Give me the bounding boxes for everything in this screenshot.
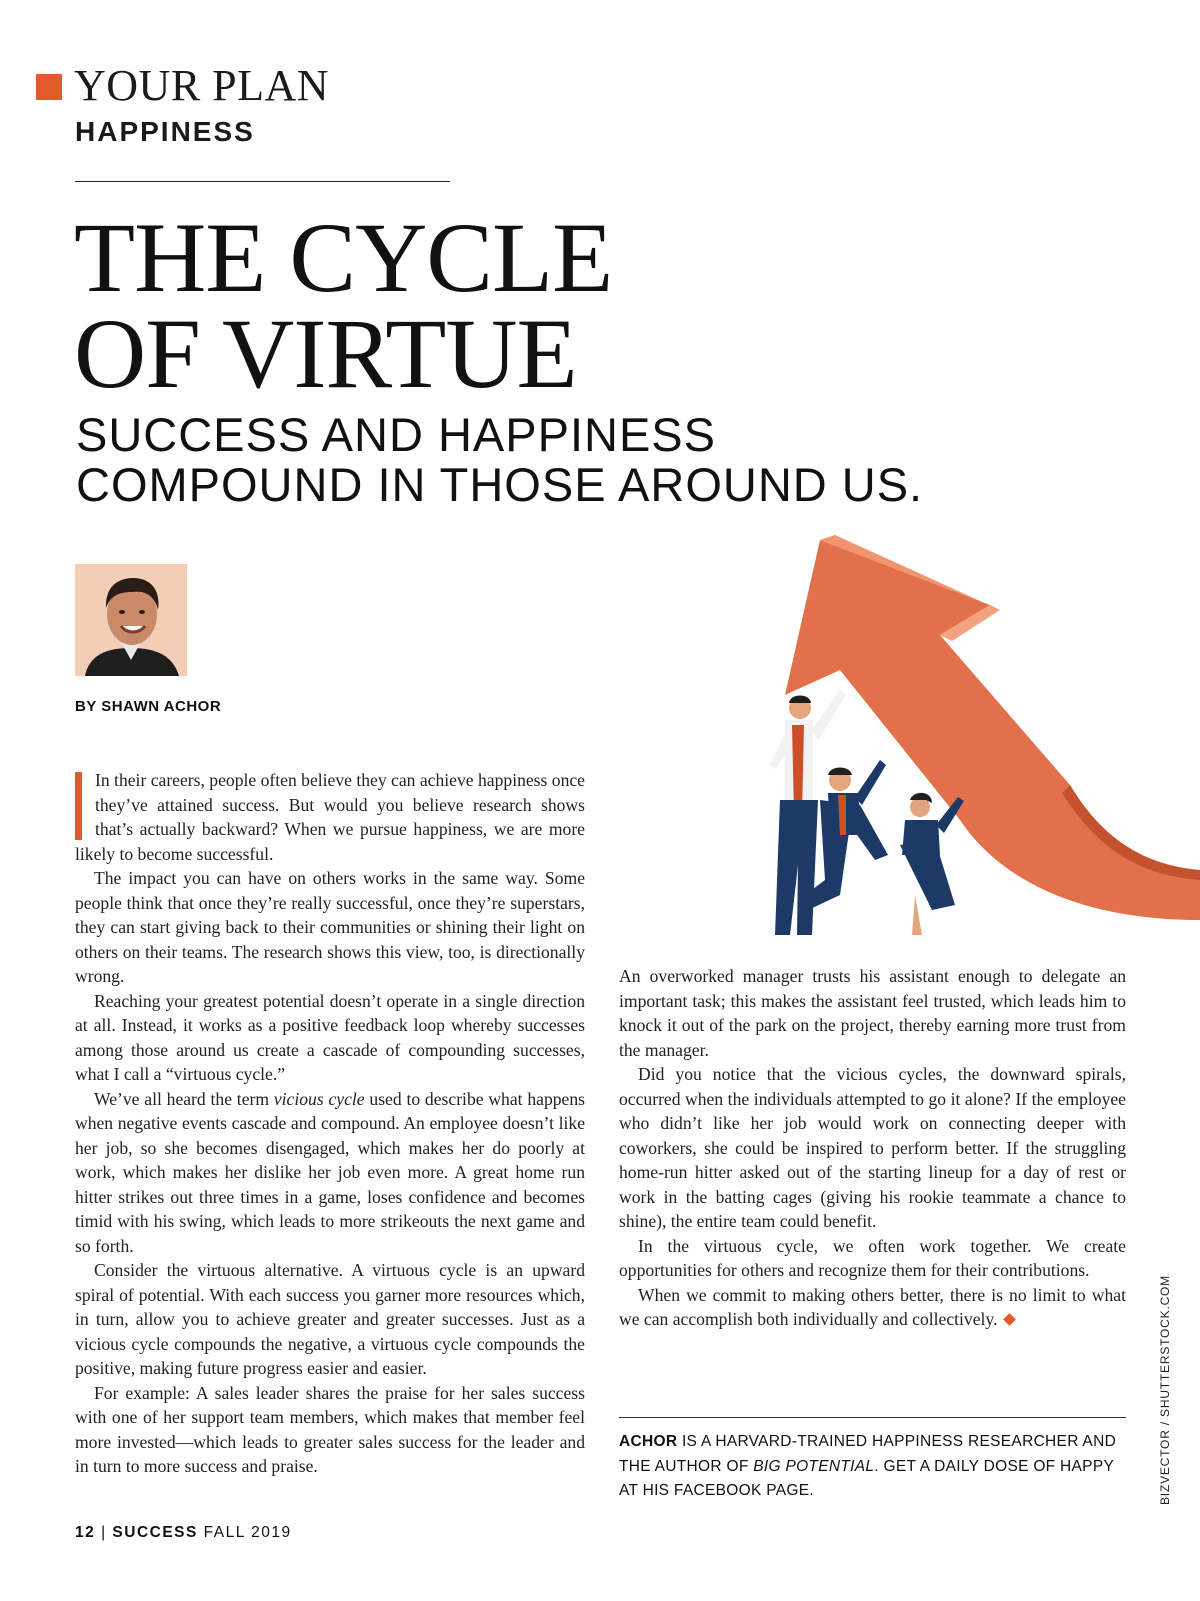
body-paragraph: In the virtuous cycle, we often work together. We create opportunities for others and recognize them for their contributions. xyxy=(619,1235,1126,1280)
body-column-right xyxy=(619,964,1126,1332)
dek-line-1: SUCCESS AND HAPPINESS xyxy=(76,408,717,461)
page-folio xyxy=(75,1524,292,1542)
arrow-team-illustration-icon xyxy=(700,535,1200,955)
headline-line-1: THE CYCLE xyxy=(74,202,613,313)
section-title: YOUR PLAN xyxy=(74,61,330,110)
photo-credit: BIZVECTOR / SHUTTERSTOCK.COM xyxy=(1158,1275,1172,1505)
illustration-rising-arrow xyxy=(700,535,1200,955)
drop-cap-marker xyxy=(75,772,82,840)
body-paragraph: An overworked manager trusts his assistant enough to delegate an important task; this makes the assistant feel trusted, which leads him to knock it out of the park on the project, thereby earning more trust from the manager. xyxy=(619,966,1126,1060)
dek xyxy=(76,410,923,510)
body-paragraph: Did you notice that the vicious cycles, the downward spirals, occurred when the individuals attempted to go it alone? If the employee who didn’t like her job would work on connecting deeper with coworkers, she could be inspired to perform better. If the struggling home-run hitter asked out of the starting lineup for a day of rest or work in the batting cages (giving his rookie teammate a chance to shine), the entire team could benefit. xyxy=(619,1064,1126,1231)
body-paragraph: The impact you can have on others works in the same way. Some people think that once they’re really successful, once they’re superstars, they can start giving back to their communities or shining their light on others on their teams. The research shows this view, too, is directionally wrong. xyxy=(75,868,585,986)
magazine-name: SUCCESS xyxy=(112,1524,198,1541)
byline: BY SHAWN ACHOR xyxy=(75,698,222,715)
author-photo xyxy=(75,564,187,676)
section-subtitle: HAPPINESS xyxy=(75,116,255,147)
body-paragraph: Consider the virtuous alternative. A virtuous cycle is an upward spiral of potential. With each success you garner more resources which, in turn, allow you to achieve greater and greater successes. Just as a vicious cycle compounds the negative, a virtuous cycle compounds the positive, making future progress easier and easier. xyxy=(75,1260,585,1378)
author-bio: ACHOR IS A HARVARD-TRAINED HAPPINESS RESEARCHER AND THE AUTHOR OF BIG POTENTIAL. GET A DAILY DOSE OF HAPPY AT HIS FACEBOOK PAGE. xyxy=(619,1433,1117,1499)
page-number: 12 xyxy=(75,1524,96,1541)
bio-divider xyxy=(619,1417,1126,1418)
body-column-left xyxy=(75,768,585,1479)
body-paragraph: For example: A sales leader shares the praise for her sales success with one of her support team members, which makes that member feel more invested—which leads to greater sales success for the leader and in turn to more success and praise. xyxy=(75,1382,585,1476)
header-divider xyxy=(75,181,450,182)
end-mark-diamond-icon xyxy=(1004,1313,1017,1326)
issue-date: FALL 2019 xyxy=(203,1524,292,1541)
section-marker xyxy=(36,74,62,100)
dek-line-2: COMPOUND IN THOSE AROUND US. xyxy=(76,458,924,511)
body-paragraph: In their careers, people often believe they can achieve happiness once they’ve attained success. But would you believe research shows that’s actually backward? When we pursue happiness, we are more likely to become successful. xyxy=(75,770,585,864)
headline xyxy=(74,202,613,409)
body-paragraph: When we commit to making others better, there is no limit to what we can accomplish both individually and collectively. xyxy=(619,1284,1126,1329)
folio-separator: | xyxy=(101,1524,107,1541)
author-portrait-icon xyxy=(75,564,187,676)
body-paragraph: Reaching your greatest potential doesn’t operate in a single direction at all. Instead, it works as a positive feedback loop whereby successes among those around us create a cascade of compounding successes, what I call a “virtuous cycle.” xyxy=(75,990,585,1084)
body-paragraph: We’ve all heard the term vicious cycle used to describe what happens when negative events cascade and compound. An employee doesn’t like her job, so she becomes disengaged, which makes her do poorly at work, which makes her dislike her job even more. A great home run hitter strikes out three times in a game, loses confidence and becomes timid with his swing, which leads to more strikeouts the next game and so forth. xyxy=(75,1088,585,1256)
headline-line-2: OF VIRTUE xyxy=(74,298,577,409)
